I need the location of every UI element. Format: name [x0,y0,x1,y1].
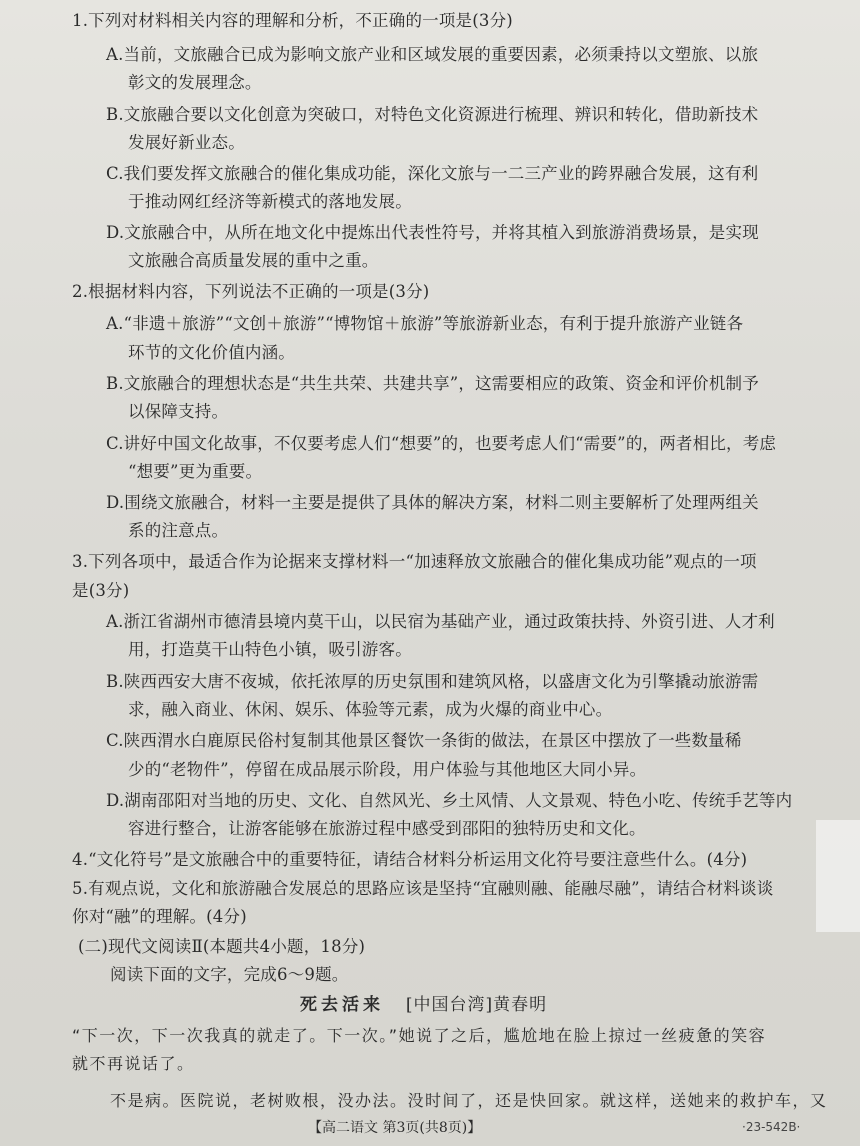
text-line: C.讲好中国文化故事，不仅要考虑人们“想要”的，也要考虑人们“需要”的，两者相比，考虑 [106,434,777,453]
text-line: B.文旅融合的理想状态是“共生共荣、共建共享”，这需要相应的政策、资金和评价机制予 [106,374,759,393]
text-line: B.文旅融合要以文化创意为突破口，对特色文化资源进行梳理、辨识和转化，借助新技术 [106,105,759,124]
text-line: 于推动网红经济等新模式的落地发展。 [128,192,412,211]
text-line: 5.有观点说，文化和旅游融合发展总的思路应该是坚持“宜融则融、能融尽融”，请结合材料谈谈 [72,879,774,898]
story-title [300,994,547,1016]
text-line: 就不再说话了。 [72,1054,195,1073]
text-line: 求，融入商业、休闲、娱乐、体验等元素，成为火爆的商业中心。 [128,700,613,719]
text-line: D.文旅融合中，从所在地文化中提炼出代表性符号，并将其植入到旅游消费场景，是实现 [106,223,759,242]
story-title-text: 死去活来 [300,995,384,1015]
text-line: 不是病。医院说，老树败根，没办法。没时间了，还是快回家。就这样，送她来的救护车，又 [110,1091,828,1110]
text-line: 3.下列各项中，最适合作为论据来支撑材料一“加速释放文旅融合的催化集成功能”观点的一项 [72,552,757,571]
text-line: 用，打造莫干山特色小镇，吸引游客。 [128,640,412,659]
text-line: 是(3分) [72,581,130,600]
text-line: 少的“老物件”，停留在成品展示阶段，用户体验与其他地区大同小异。 [128,760,647,779]
text-line: 4.“文化符号”是文旅融合中的重要特征，请结合材料分析运用文化符号要注意些什么。(4分) [72,850,748,869]
text-line: 文旅融合高质量发展的重中之重。 [128,251,379,270]
text-line: D.围绕文旅融合，材料一主要是提供了具体的解决方案，材料二则主要解析了处理两组关 [106,493,759,512]
text-line: 你对“融”的理解。(4分) [72,907,247,926]
text-line: “想要”更为重要。 [128,462,263,481]
exam-code: ·23-542B· [742,1120,801,1134]
text-line: (二)现代文阅读Ⅱ(本题共4小题，18分) [78,937,366,956]
text-line: A.“非遗＋旅游”“文创＋旅游”“博物馆＋旅游”等旅游新业态，有利于提升旅游产业链各 [106,314,744,333]
text-line: 彰文的发展理念。 [128,73,262,92]
text-line: 2.根据材料内容，下列说法不正确的一项是(3分) [72,282,430,301]
text-line: 阅读下面的文字，完成6～9题。 [110,965,349,984]
text-line: 容进行整合，让游客能够在旅游过程中感受到邵阳的独特历史和文化。 [128,819,646,838]
text-line: C.陕西渭水白鹿原民俗村复制其他景区餐饮一条街的做法，在景区中摆放了一些数量稀 [106,731,742,750]
paper-edge [816,820,860,932]
text-line: A.浙江省湖州市德清县境内莫干山，以民宿为基础产业，通过政策扶持、外资引进、人才利 [106,612,775,631]
text-line: A.当前，文旅融合已成为影响文旅产业和区域发展的重要因素，必须秉持以文塑旅、以旅 [106,45,759,64]
text-line: 发展好新业态。 [128,133,245,152]
text-line: 1.下列对材料相关内容的理解和分析，不正确的一项是(3分) [72,11,513,30]
text-line: 系的注意点。 [128,521,229,540]
text-line: D.湖南邵阳对当地的历史、文化、自然风光、乡土风情、人文景观、特色小吃、传统手艺等内 [106,791,793,810]
text-line: 以保障支持。 [128,402,229,421]
text-line: “下一次，下一次我真的就走了。下一次。”她说了之后，尴尬地在脸上掠过一丝疲惫的笑容 [72,1026,767,1045]
page-footer: 【高二语文 第3页(共8页)】 [308,1120,482,1136]
text-line: B.陕西西安大唐不夜城，依托浓厚的历史氛围和建筑风格，以盛唐文化为引擎撬动旅游需 [106,672,759,691]
text-line: C.我们要发挥文旅融合的催化集成功能，深化文旅与一二三产业的跨界融合发展，这有利 [106,164,759,183]
story-author: [中国台湾]黄春明 [405,995,548,1015]
text-line: 环节的文化价值内涵。 [128,343,295,362]
